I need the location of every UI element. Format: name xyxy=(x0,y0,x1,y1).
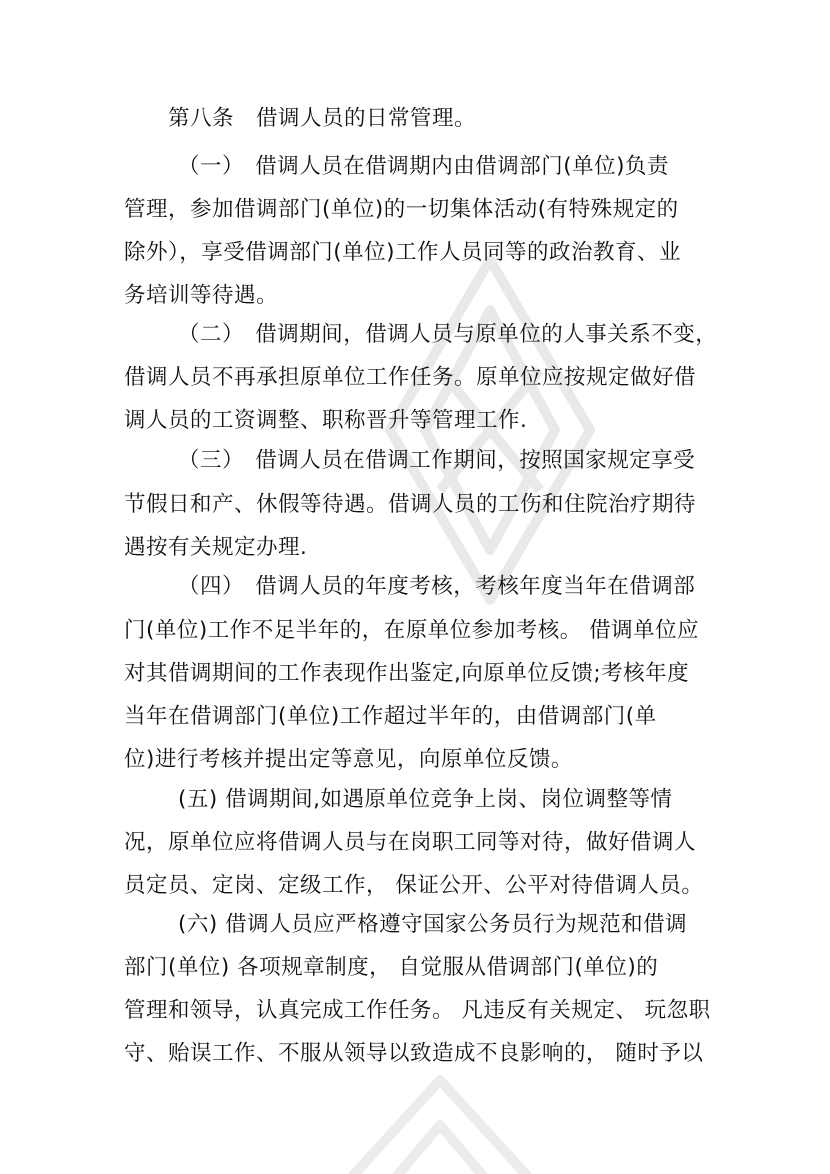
paragraph-2-line-1: （二） 借调期间，借调人员与原单位的人事关系不变， xyxy=(178,322,718,347)
paragraph-6-line-2: 部门(单位) 各项规章制度， 自觉服从借调部门(单位)的 xyxy=(124,955,659,980)
paragraph-5-line-2: 况，原单位应将借调人员与在岗职工同等对待，做好借调人 xyxy=(124,830,697,855)
article-title: 第八条 借调人员的日常管理。 xyxy=(168,106,477,131)
paragraph-1-line-2: 管理，参加借调部门(单位)的一切集体活动(有特殊规定的 xyxy=(124,197,679,222)
paragraph-3-line-1: （三） 借调人员在借调工作期间，按照国家规定享受 xyxy=(178,448,696,473)
paragraph-6-line-1: (六) 借调人员应严格遵守国家公务员行为规范和借调 xyxy=(178,912,688,937)
paragraph-2-line-3: 调人员的工资调整、职称晋升等管理工作. xyxy=(124,408,528,433)
paragraph-1-line-4: 务培训等待遇。 xyxy=(124,283,279,308)
paragraph-6-line-4: 守、贻误工作、不服从领导以致造成不良影响的， 随时予以 xyxy=(124,1041,704,1066)
paragraph-1-line-1: （一） 借调人员在借调期内由借调部门(单位)负责 xyxy=(178,154,670,179)
paragraph-1-line-3: 除外），享受借调部门(单位)工作人员同等的政治教育、业 xyxy=(124,240,682,265)
paragraph-4-line-5: 位)进行考核并提出定等意见，向原单位反馈。 xyxy=(124,747,573,772)
paragraph-3-line-2: 节假日和产、休假等待遇。借调人员的工伤和住院治疗期待 xyxy=(124,492,697,517)
paragraph-4-line-4: 当年在借调部门(单位)工作超过半年的，由借调部门(单 xyxy=(124,704,657,729)
paragraph-3-line-3: 遇按有关规定办理. xyxy=(124,535,308,560)
watermark-logo-bottom xyxy=(330,1070,550,1174)
paragraph-4-line-2: 门(单位)工作不足半年的，在原单位参加考核。 借调单位应 xyxy=(124,618,700,643)
paragraph-2-line-2: 借调人员不再承担原单位工作任务。原单位应按规定做好借 xyxy=(124,365,697,390)
paragraph-4-line-1: （四） 借调人员的年度考核，考核年度当年在借调部 xyxy=(178,574,696,599)
paragraph-6-line-3: 管理和领导，认真完成工作任务。 凡违反有关规定、 玩忽职 xyxy=(124,998,711,1023)
paragraph-5-line-1: (五) 借调期间,如遇原单位竞争上岗、岗位调整等情 xyxy=(178,787,673,812)
paragraph-5-line-3: 员定员、定岗、定级工作， 保证公开、公平对待借调人员。 xyxy=(124,873,704,898)
paragraph-4-line-3: 对其借调期间的工作表现作出鉴定,向原单位反馈;考核年度 xyxy=(124,661,690,686)
